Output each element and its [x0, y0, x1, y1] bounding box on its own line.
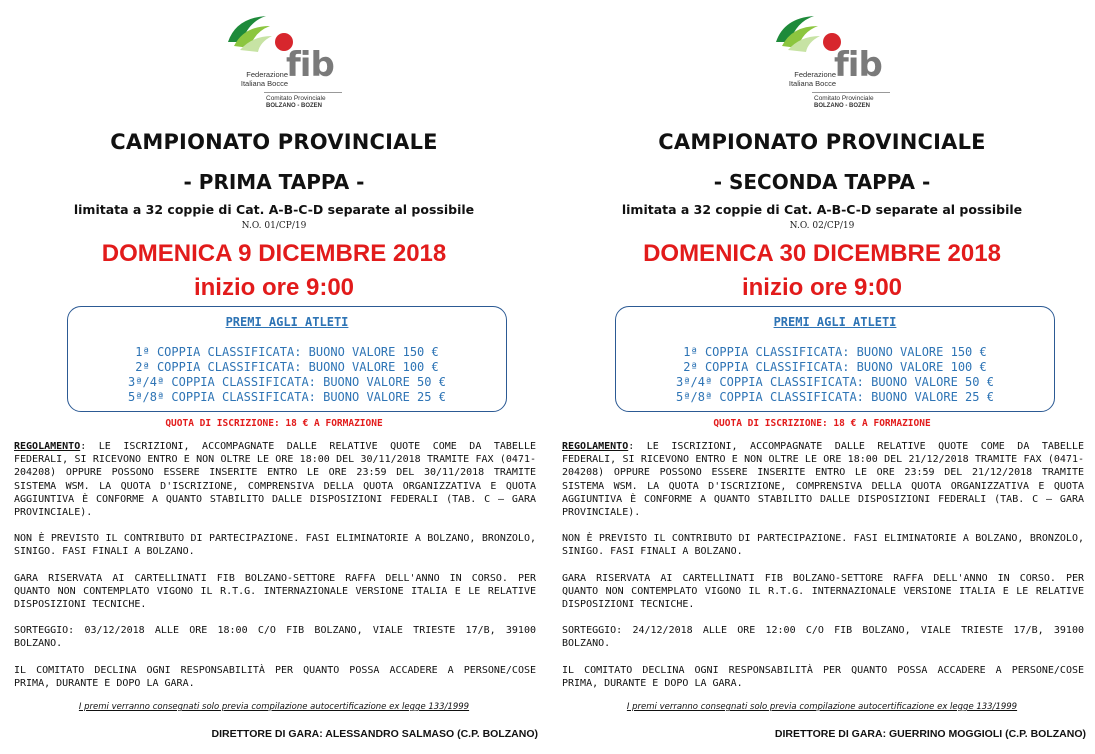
prizes-note: I premi verranno consegnati solo previa compilazione autocertificazione ex legge 133/1999 — [78, 702, 470, 712]
participation-limit: limitata a 32 coppie di Cat. A-B-C-D separate al possibile — [621, 202, 1023, 217]
federation-name: Federazione Italiana Bocce — [240, 70, 288, 88]
disclaimer: IL COMITATO DECLINA OGNI RESPONSABILITÀ PER QUANTO POSSA ACCADERE A PERSONE/COSE PRIMA, DURANTE E DOPO LA GARA. — [14, 664, 536, 689]
fib-logo — [774, 12, 894, 109]
rules-section — [14, 440, 536, 703]
race-director: DIRETTORE DI GARA: ALESSANDRO SALMASO (C.P. BOLZANO) — [211, 728, 538, 740]
fib-logo — [226, 12, 346, 109]
rules-paragraph: GARA RISERVATA AI CARTELLINATI FIB BOLZANO-SETTORE RAFFA DELL'ANNO IN CORSO. PER QUANTO NON CONTEMPLATO VIGONO IL R.T.G. INTERNAZIONALE VERSIONE ITALIA E LE RELATIVE DISPOSIZIONI TECNICHE. — [14, 572, 536, 611]
prizes-heading: PREMI AGLI ATLETI — [225, 315, 349, 329]
prize-item: 2ª COPPIA CLASSIFICATA: BUONO VALORE 100 € — [135, 360, 439, 374]
stage-title: - PRIMA TAPPA - — [183, 170, 365, 194]
rules-paragraph: REGOLAMENTO: LE ISCRIZIONI, ACCOMPAGNATE DALLE RELATIVE QUOTE COME DA TABELLE FEDERALI, SI RICEVONO ENTRO E NON OLTRE LE ORE 18:00 DEL 30/11/2018 TRAMITE FAX (0471-204208) OPPURE POSSONO ESSERE INSERITE ENTRO LE ORE 23:59 DEL 30/11/2018 TRAMITE SISTEMA WSM. LA QUOTA D'ISCRIZIONE, COMPRENSIVA DELLA QUOTA ORGANIZZATIVA E QUOTA AGGIUNTIVA È CONFORME A QUANTO STABILITO DALLE DISPOSIZIONI FEDERALI (TAB. C – GARA PROVINCIALE). — [14, 441, 536, 519]
entry-fee: QUOTA DI ISCRIZIONE: 18 € A FORMAZIONE — [713, 418, 931, 429]
committee-city: BOLZANO - BOZEN — [814, 103, 870, 109]
prize-item: 3ª/4ª COPPIA CLASSIFICATA: BUONO VALORE 50 € — [128, 375, 446, 389]
fib-wordmark: fib — [286, 45, 334, 85]
prizes-note: I premi verranno consegnati solo previa compilazione autocertificazione ex legge 133/1999 — [626, 702, 1018, 712]
participation-limit: limitata a 32 coppie di Cat. A-B-C-D separate al possibile — [73, 202, 475, 217]
prizes-box — [615, 306, 1055, 412]
committee-name: Comitato Provinciale — [814, 95, 874, 102]
prize-item: 1ª COPPIA CLASSIFICATA: BUONO VALORE 150 € — [135, 345, 439, 359]
rules-paragraph: NON È PREVISTO IL CONTRIBUTO DI PARTECIPAZIONE. FASI ELIMINATORIE A BOLZANO, BRONZOLO, SINIGO. FASI FINALI A BOLZANO. — [562, 533, 1084, 558]
prize-item: 2ª COPPIA CLASSIFICATA: BUONO VALORE 100 € — [683, 360, 987, 374]
draw-info: SORTEGGIO: 03/12/2018 ALLE ORE 18:00 C/O FIB BOLZANO, VIALE TRIESTE 17/B, 39100 BOLZANO. — [14, 625, 536, 650]
rules-label: REGOLAMENTO — [14, 441, 81, 452]
logo-divider — [812, 92, 890, 93]
committee-city: BOLZANO - BOZEN — [266, 103, 322, 109]
prize-item: 1ª COPPIA CLASSIFICATA: BUONO VALORE 150 € — [683, 345, 987, 359]
rules-section — [562, 440, 1084, 703]
rules-paragraph: GARA RISERVATA AI CARTELLINATI FIB BOLZANO-SETTORE RAFFA DELL'ANNO IN CORSO. PER QUANTO NON CONTEMPLATO VIGONO IL R.T.G. INTERNAZIONALE VERSIONE ITALIA E LE RELATIVE DISPOSIZIONI TECNICHE. — [562, 572, 1084, 611]
prizes-list — [616, 345, 1054, 405]
flyer-prima-tappa — [4, 0, 544, 754]
authorization-code: N.O. 02/CP/19 — [789, 221, 855, 231]
rules-paragraph: REGOLAMENTO: LE ISCRIZIONI, ACCOMPAGNATE DALLE RELATIVE QUOTE COME DA TABELLE FEDERALI, SI RICEVONO ENTRO E NON OLTRE LE ORE 18:00 DEL 21/12/2018 TRAMITE FAX (0471-204208) OPPURE POSSONO ESSERE INSERITE ENTRO LE ORE 23:59 DEL 21/12/2018 TRAMITE SISTEMA WSM. LA QUOTA D'ISCRIZIONE, COMPRENSIVA DELLA QUOTA ORGANIZZATIVA E QUOTA AGGIUNTIVA È CONFORME A QUANTO STABILITO DALLE DISPOSIZIONI FEDERALI (TAB. C – GARA PROVINCIALE). — [562, 441, 1084, 519]
disclaimer: IL COMITATO DECLINA OGNI RESPONSABILITÀ PER QUANTO POSSA ACCADERE A PERSONE/COSE PRIMA, DURANTE E DOPO LA GARA. — [562, 664, 1084, 689]
prize-item: 5ª/8ª COPPIA CLASSIFICATA: BUONO VALORE 25 € — [128, 390, 446, 404]
prizes-heading: PREMI AGLI ATLETI — [773, 315, 897, 329]
federation-name: Federazione Italiana Bocce — [788, 70, 836, 88]
prizes-list — [68, 345, 506, 405]
race-director: DIRETTORE DI GARA: GUERRINO MOGGIOLI (C.P. BOLZANO) — [774, 728, 1086, 740]
page-title: CAMPIONATO PROVINCIALE — [110, 130, 438, 154]
authorization-code: N.O. 01/CP/19 — [241, 221, 307, 231]
start-time: inizio ore 9:00 — [193, 274, 355, 301]
committee-name: Comitato Provinciale — [266, 95, 326, 102]
prize-item: 3ª/4ª COPPIA CLASSIFICATA: BUONO VALORE 50 € — [676, 375, 994, 389]
prizes-box — [67, 306, 507, 412]
prize-item: 5ª/8ª COPPIA CLASSIFICATA: BUONO VALORE 25 € — [676, 390, 994, 404]
event-date: DOMENICA 30 DICEMBRE 2018 — [643, 240, 1001, 267]
stage-title: - SECONDA TAPPA - — [713, 170, 931, 194]
page-title: CAMPIONATO PROVINCIALE — [658, 130, 986, 154]
flyer-seconda-tappa — [552, 0, 1092, 754]
logo-divider — [264, 92, 342, 93]
rules-paragraph: NON È PREVISTO IL CONTRIBUTO DI PARTECIPAZIONE. FASI ELIMINATORIE A BOLZANO, BRONZOLO, SINIGO. FASI FINALI A BOLZANO. — [14, 533, 536, 558]
rules-label: REGOLAMENTO — [562, 441, 629, 452]
entry-fee: QUOTA DI ISCRIZIONE: 18 € A FORMAZIONE — [165, 418, 383, 429]
fib-wordmark: fib — [834, 45, 882, 85]
event-date: DOMENICA 9 DICEMBRE 2018 — [101, 240, 447, 267]
draw-info: SORTEGGIO: 24/12/2018 ALLE ORE 12:00 C/O FIB BOLZANO, VIALE TRIESTE 17/B, 39100 BOLZANO. — [562, 625, 1084, 650]
start-time: inizio ore 9:00 — [741, 274, 903, 301]
